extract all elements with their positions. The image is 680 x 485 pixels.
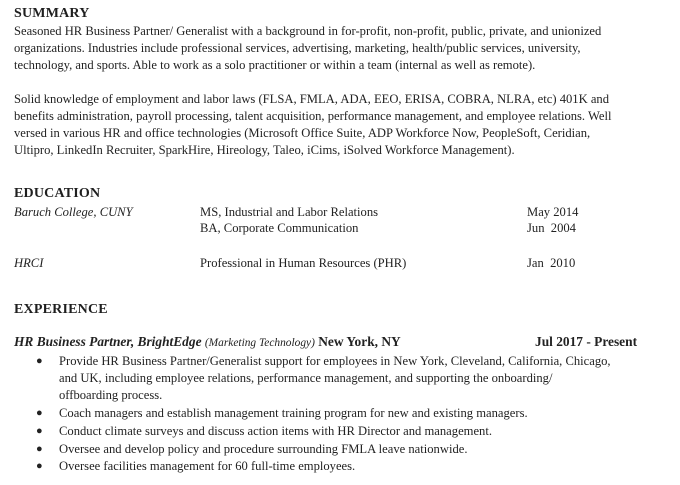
education-institution: Baruch College, CUNY xyxy=(14,205,133,219)
education-heading: EDUCATION xyxy=(14,186,101,201)
summary-heading: SUMMARY xyxy=(14,6,90,21)
bullet-line: offboarding process. xyxy=(59,388,163,403)
summary-line: organizations. Industries include professional services, advertising, marketing, health/public services, university, xyxy=(14,41,581,55)
list-item xyxy=(36,353,676,405)
list-item xyxy=(36,441,676,458)
job-bullet-list xyxy=(36,353,676,476)
education-degree: BA, Corporate Communication xyxy=(200,221,359,235)
education-date: Jan 2010 xyxy=(527,256,576,270)
job-location: New York, NY xyxy=(318,334,401,349)
education-certification: Professional in Human Resources (PHR) xyxy=(200,256,407,270)
bullet-line: Provide HR Business Partner/Generalist support for employees in New York, Cleveland, California, Chicago, xyxy=(59,354,611,368)
bullet-icon: ● xyxy=(36,355,43,367)
summary-paragraph-2 xyxy=(14,91,674,159)
bullet-line: Oversee facilities management for 60 full-time employees. xyxy=(59,459,356,474)
list-item xyxy=(36,423,676,440)
summary-line: Seasoned HR Business Partner/ Generalist with a background in for-profit, non-profit, public, private, and unionized xyxy=(14,24,602,38)
education-institution: HRCI xyxy=(14,256,44,270)
list-item xyxy=(36,405,676,422)
bullet-line: Conduct climate surveys and discuss action items with HR Director and management. xyxy=(59,423,492,438)
job-dates: Jul 2017 - Present xyxy=(535,334,638,349)
bullet-line: Oversee and develop policy and procedure surrounding FMLA leave nationwide. xyxy=(59,441,468,456)
experience-heading: EXPERIENCE xyxy=(14,302,108,317)
list-item xyxy=(36,458,676,475)
summary-paragraph-1 xyxy=(14,23,674,74)
summary-line: Ultipro, LinkedIn Recruiter, SparkHire, Hireology, Taleo, iCims, iSolved Workforce Management). xyxy=(14,143,515,157)
job-sector: (Marketing Technology) xyxy=(204,337,315,349)
bullet-icon: ● xyxy=(36,407,43,420)
bullet-icon: ● xyxy=(36,424,43,437)
job-title-line xyxy=(14,334,401,350)
summary-line: benefits administration, payroll processing, talent acquisition, performance management, and employee relations. Well xyxy=(14,109,612,123)
education-degree: MS, Industrial and Labor Relations xyxy=(200,205,379,219)
summary-line: Solid knowledge of employment and labor laws (FLSA, FMLA, ADA, EEO, ERISA, COBRA, NLRA, etc) 401K and xyxy=(14,92,610,106)
bullet-line: and UK, including employee relations, performance management, and supporting the onboarding/ xyxy=(59,371,553,386)
bullet-icon: ● xyxy=(36,460,43,473)
bullet-line: Coach managers and establish management training program for new and existing managers. xyxy=(59,406,528,421)
summary-line: versed in various HR and office technologies (Microsoft Office Suite, ADP Workforce Now, PeopleSoft, Ceridian, xyxy=(14,126,591,140)
bullet-icon: ● xyxy=(36,442,43,455)
summary-line: technology, and sports. Able to work as a solo practitioner or within a team (internal as well as remote). xyxy=(14,58,536,72)
job-title-company: HR Business Partner, BrightEdge xyxy=(14,334,202,349)
education-date: May 2014 xyxy=(527,205,579,219)
education-date: Jun 2004 xyxy=(527,221,576,235)
